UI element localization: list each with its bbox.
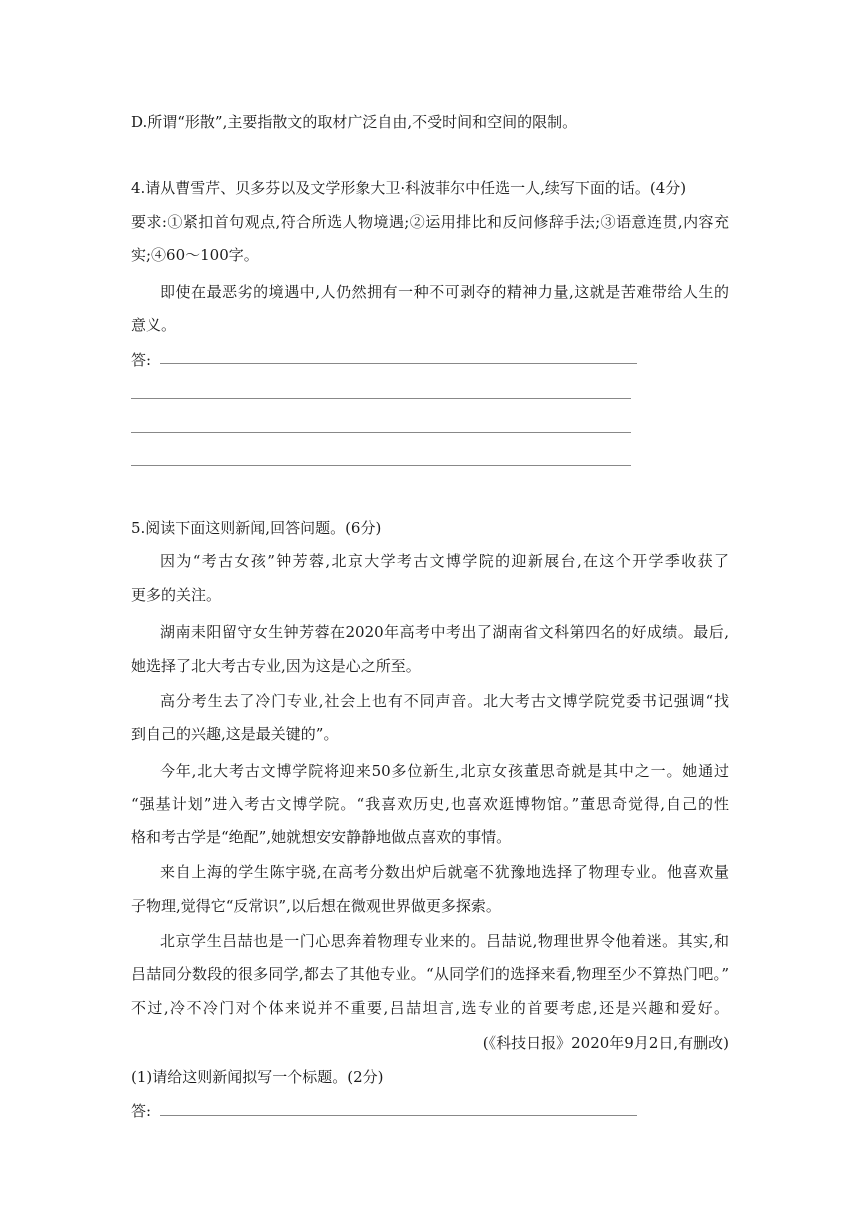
q5-title: 5.阅读下面这则新闻,回答问题。(6分) [131, 519, 382, 537]
q5-paragraph-6-line-1: 北京学生吕喆也是一门心思奔着物理专业来的。吕喆说,物理世界令他着迷。其实,和 [160, 932, 729, 950]
q5-answer-blank-1[interactable] [160, 1115, 637, 1116]
q4-answer-label: 答: [131, 351, 152, 369]
q4-prompt-line-1: 即使在最恶劣的境遇中,人仍然拥有一种不可剥夺的精神力量,这就是苦难带给人生的 [160, 283, 729, 301]
q4-answer-blank-2[interactable] [131, 398, 631, 399]
q5-paragraph-6-line-2: 吕喆同分数段的很多同学,都去了其他专业。“从同学们的选择来看,物理至少不算热门吧。” [131, 965, 729, 983]
q4-title: 4.请从曹雪芹、贝多芬以及文学形象大卫·科波菲尔中任选一人,续写下面的话。(4分) [131, 179, 687, 197]
q3-option-d: D.所谓“形散”,主要指散文的取材广泛自由,不受时间和空间的限制。 [131, 113, 578, 131]
q5-paragraph-5-line-2: 子物理,觉得它“反常识”,以后想在微观世界做更多探索。 [131, 897, 501, 915]
q5-paragraph-2-line-2: 她选择了北大考古专业,因为这是心之所至。 [131, 657, 421, 675]
q5-paragraph-3-line-2: 到自己的兴趣,这是最关键的”。 [131, 725, 339, 743]
q4-answer-blank-3[interactable] [131, 432, 631, 433]
q4-requirement-line-2: 实;④60～100字。 [131, 246, 259, 264]
q4-prompt-line-2: 意义。 [131, 316, 177, 334]
q5-paragraph-6-line-3: 不过,冷不冷门对个体来说并不重要,吕喆坦言,选专业的首要考虑,还是兴趣和爱好。 [131, 999, 729, 1017]
q4-answer-blank-4[interactable] [131, 465, 631, 466]
q5-answer-label: 答: [131, 1102, 152, 1120]
q4-requirement-line-1: 要求:①紧扣首句观点,符合所选人物境遇;②运用排比和反问修辞手法;③语意连贯,内容充 [131, 213, 729, 231]
q5-source: (《科技日报》2020年9月2日,有删改) [482, 1034, 729, 1052]
q5-paragraph-1-line-2: 更多的关注。 [131, 586, 222, 604]
q5-paragraph-4-line-3: 格和考古学是“绝配”,她就想安安静静地做点喜欢的事情。 [131, 828, 512, 846]
q5-paragraph-4-line-1: 今年,北大考古文博学院将迎来50多位新生,北京女孩董思奇就是其中之一。她通过 [160, 762, 729, 780]
q5-paragraph-5-line-1: 来自上海的学生陈宇骁,在高考分数出炉后就毫不犹豫地选择了物理专业。他喜欢量 [160, 863, 729, 881]
q5-paragraph-3-line-1: 高分考生去了冷门专业,社会上也有不同声音。北大考古文博学院党委书记强调“找 [160, 692, 729, 710]
q5-paragraph-2-line-1: 湖南耒阳留守女生钟芳蓉在2020年高考中考出了湖南省文科第四名的好成绩。最后, [160, 623, 729, 641]
q5-sub-question-1: (1)请给这则新闻拟写一个标题。(2分) [131, 1068, 384, 1086]
q5-paragraph-1-line-1: 因为“考古女孩”钟芳蓉,北京大学考古文博学院的迎新展台,在这个开学季收获了 [160, 552, 729, 570]
q4-answer-blank-1[interactable] [160, 363, 637, 364]
q5-paragraph-4-line-2: “强基计划”进入考古文博学院。“我喜欢历史,也喜欢逛博物馆。”董思奇觉得,自己的性 [131, 795, 729, 813]
